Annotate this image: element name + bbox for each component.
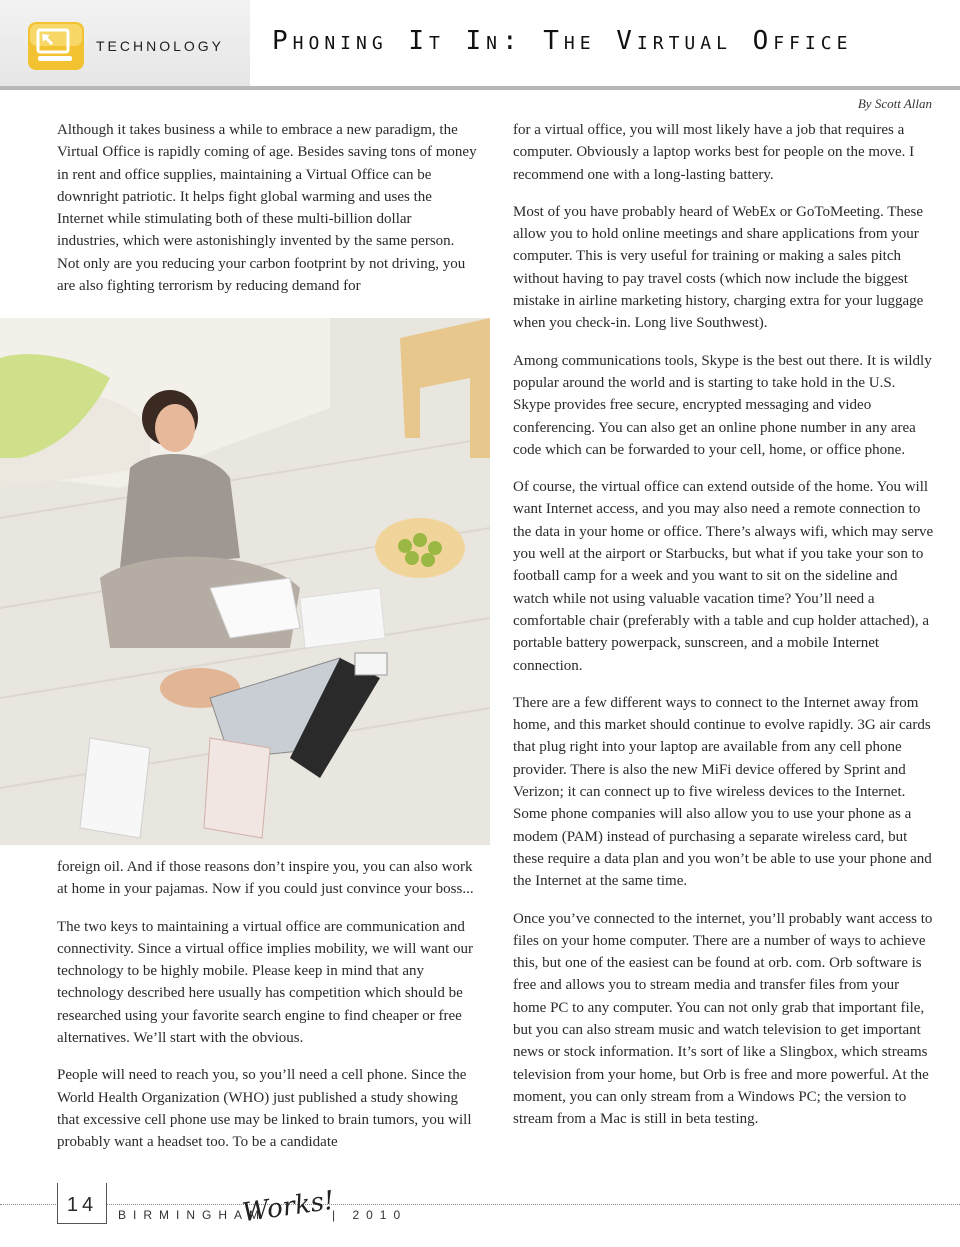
footer-rule [0,1204,960,1205]
paragraph: foreign oil. And if those reasons don’t inspire you, you can also work at home in your pajamas. Now if you could just convince your boss... [57,859,474,898]
header-rule [0,86,960,90]
paragraph: for a virtual office, you will most likely have a job that requires a computer. Obviously a laptop works best for people on the move. I recommend one with a long-lasting battery. [513,122,915,183]
paragraph: Of course, the virtual office can extend outside of the home. You will want Internet access, and you may also need a remote connection to the data in your home or office. There’s always wifi, which may serve you well at the airport or Starbucks, but what if you take your son to football camp for a week and you want to sit on the sideline and watch while not using valuable vacation time? You’ll need a comfortable chair (preferably with a table and cup holder attached), a portable battery powerpack, sunscreen, and a mobile Internet connection. [513,479,934,674]
byline: By Scott Allan [857,96,932,111]
article-column-left-top [57,119,477,312]
page-number: 14 [57,1183,107,1224]
publication-year: | 2010 [332,1208,408,1222]
article-column-right [513,119,935,1145]
paragraph: Among communications tools, Skype is the best out there. It is wildly popular around the world and is starting to take hold in the U.S. Skype provides free secure, encrypted messaging and video conferencing. You can also get an online phone number in any area code which can be forwarded to your cell, home, or office phone. [513,352,932,458]
paragraph: Most of you have probably heard of WebEx or GoToMeeting. These allow you to hold online meetings and share applications from your computer. This is very useful for training or making a sales pitch without having to pay travel costs (which now include the biggest mistake in airline marketing history, charging extra for your luggage when you check-in. Long live Southwest). [513,203,924,332]
publication-logo-script: Works! [240,1185,337,1229]
paragraph: Although it takes business a while to embrace a new paradigm, the Virtual Office is rapidly coming of age. Besides saving tons of money in rent and office supplies, maintaining a Virtual Office can be downright patriotic. It helps fight global warming and uses the Internet while stimulating both of these multi-billion dollar industries, which were astonishingly invented by the same person. Not only are you reducing your carbon footprint by not driving, you are also fighting terrorism by reducing demand for [57,122,477,295]
section-label: TECHNOLOGY [96,38,225,54]
paragraph: People will need to reach you, so you’ll need a cell phone. Since the World Health Organization (WHO) just published a study showing that excessive cell phone use may be linked to brain tumors, you will probably want a headset too. To be a candidate [57,1067,472,1151]
monitor-icon [26,18,86,74]
article-column-left-bottom [57,856,477,1169]
paragraph: There are a few different ways to connect to the Internet away from home, and this market should continue to evolve rapidly. 3G air cards that plug right into your laptop are available from any cell phone provider. There is also the new MiFi device offered by Sprint and Verizon; it can connect up to five wireless devices to the Internet. Some phone companies will also allow you to use your phone as a modem (PAM) instead of purchasing a separate wireless card, but these require a data plan and you won’t be able to use your phone and the Internet at the same time. [513,694,932,890]
page-title: Phoning It In: The Virtual Office [272,26,853,56]
paragraph: The two keys to maintaining a virtual office are communication and connectivity. Since a virtual office implies mobility, we will want our technology to be highly mobile. Please keep in mind that any technology described here usually has competition which should be researched using your favorite search engine to find cheaper or free alternatives. We’ll start with the obvious. [57,918,474,1047]
paragraph: Once you’ve connected to the internet, you’ll probably want access to files on your home computer. There are a number of ways to achieve this, but one of the easiest can be found at orb. com. Orb software is free and allows you to stream media and transfer files from your home PC to any computer. You can not only grab that important file, but you can also stream music and watch television to get important news or stock information. It’s sort of like a Slingbox, which streams television from your home, but Orb is free and more powerful. At the moment, you can only stream from a Windows PC; the version to stream from a Mac is still in beta testing. [513,910,933,1128]
publication-name: BIRMINGHAM [118,1208,266,1222]
woman-with-laptop-photo [0,318,490,845]
